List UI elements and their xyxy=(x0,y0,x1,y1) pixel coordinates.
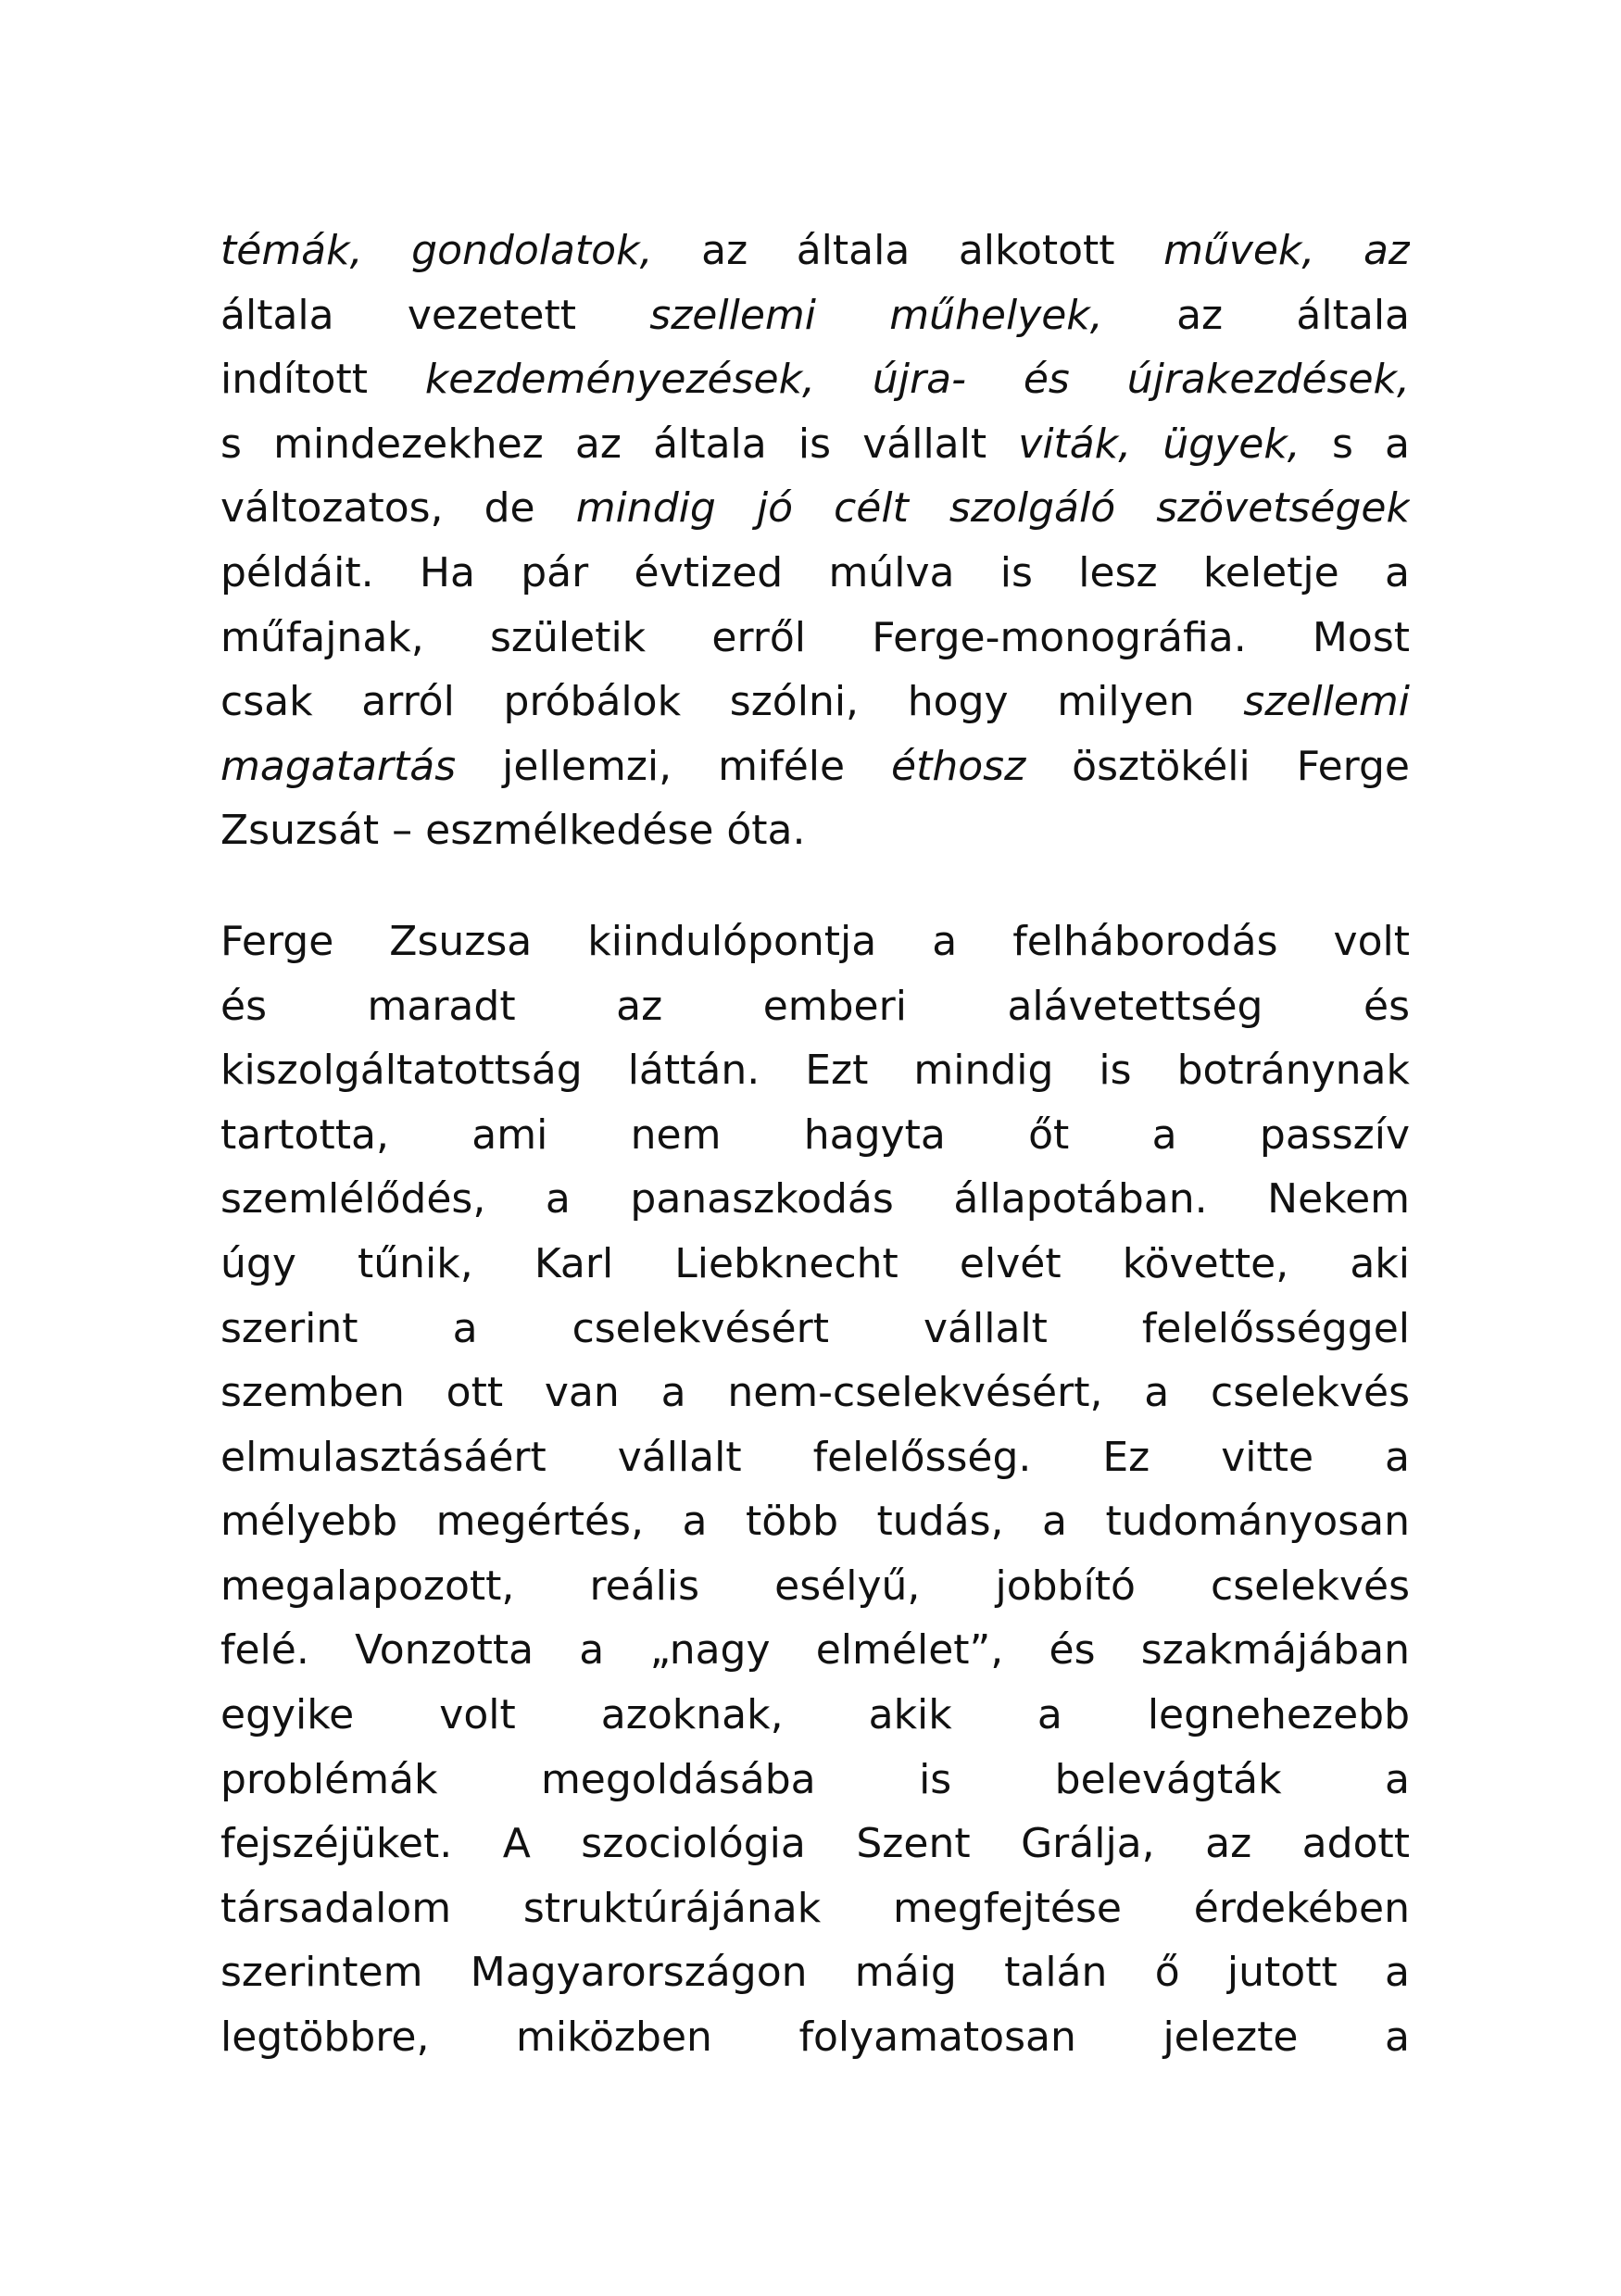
text-segment: az általa alkotott xyxy=(652,227,1164,274)
text-segment: mélyebb megértés, a több tudás, a tudományosan xyxy=(220,1498,1410,1546)
italic-text: témák, gondolatok, xyxy=(220,227,653,274)
text-segment: fejszéjüket. A szociológia Szent Grálja, az adott xyxy=(220,1820,1410,1868)
text-segment: szerint a cselekvésért vállalt felelősséggel xyxy=(220,1304,1410,1352)
text-segment: elmulasztásáért vállalt felelősség. Ez vitte a xyxy=(220,1433,1410,1481)
text-line xyxy=(220,1876,1410,1941)
text-line xyxy=(220,1103,1410,1168)
text-segment: problémák megoldásába is belevágták a xyxy=(220,1755,1410,1803)
italic-text: művek, az xyxy=(1163,227,1410,274)
text-segment: Zsuzsát – eszmélkedése óta. xyxy=(220,807,806,855)
text-segment: társadalom struktúrájának megfejtése érdekében xyxy=(220,1884,1410,1932)
text-line xyxy=(220,2005,1410,2070)
italic-text: szellemi xyxy=(1243,678,1410,726)
text-segment: tartotta, ami nem hagyta őt a passzív xyxy=(220,1110,1410,1159)
text-line xyxy=(220,1167,1410,1232)
text-line xyxy=(220,1361,1410,1425)
text-line xyxy=(220,1748,1410,1813)
text-segment: s a xyxy=(1300,420,1410,468)
text-line xyxy=(220,1489,1410,1554)
text-segment: általa vezetett xyxy=(220,291,650,339)
text-segment: ösztökéli Ferge xyxy=(1025,742,1410,790)
text-segment: szerintem Magyarországon máig talán ő jutott a xyxy=(220,1949,1410,1997)
text-line xyxy=(220,1554,1410,1619)
text-line xyxy=(220,1683,1410,1748)
text-segment: egyike volt azoknak, akik a legnehezebb xyxy=(220,1691,1410,1739)
text-line xyxy=(220,798,1410,863)
italic-text: mindig jó célt szolgáló szövetségek xyxy=(575,484,1410,533)
text-line xyxy=(220,1232,1410,1297)
text-line xyxy=(220,412,1410,477)
text-segment: kiszolgáltatottság láttán. Ezt mindig is botránynak xyxy=(220,1047,1410,1095)
text-line xyxy=(220,670,1410,734)
italic-text: magatartás xyxy=(220,742,457,790)
text-line xyxy=(220,1038,1410,1103)
text-line xyxy=(220,283,1410,348)
text-segment: az általa xyxy=(1102,291,1410,339)
text-line xyxy=(220,910,1410,974)
text-segment: szemlélődés, a panaszkodás állapotában. Nekem xyxy=(220,1175,1410,1223)
text-line xyxy=(220,476,1410,541)
text-segment: és maradt az emberi alávetettség és xyxy=(220,982,1410,1030)
text-segment: példáit. Ha pár évtized múlva is lesz keletje a xyxy=(220,548,1410,596)
text-segment: legtöbbre, miközben folyamatosan jelezte a xyxy=(220,2014,1410,2062)
text-line xyxy=(220,734,1410,799)
text-line xyxy=(220,219,1410,283)
text-segment: műfajnak, születik erről Ferge-monográfia. Most xyxy=(220,613,1410,661)
text-segment: változatos, de xyxy=(220,484,576,533)
text-segment: Ferge Zsuzsa kiindulópontja a felháborodás volt xyxy=(220,917,1410,965)
text-line xyxy=(220,541,1410,606)
text-segment: úgy tűnik, Karl Liebknecht elvét követte, aki xyxy=(220,1239,1410,1287)
text-line xyxy=(220,1940,1410,2005)
italic-text: viták, ügyek, xyxy=(1018,420,1301,468)
text-segment: s mindezekhez az általa is vállalt xyxy=(220,420,1019,468)
text-segment: indított xyxy=(220,356,425,404)
text-segment: szemben ott van a nem-cselekvésért, a cselekvés xyxy=(220,1369,1410,1417)
text-line xyxy=(220,1812,1410,1876)
text-line xyxy=(220,606,1410,671)
text-line xyxy=(220,1425,1410,1490)
text-segment: jellemzi, miféle xyxy=(456,742,892,790)
text-line xyxy=(220,1618,1410,1683)
italic-text: kezdeményezések, újra- és újrakezdések, xyxy=(424,356,1410,404)
text-line xyxy=(220,1297,1410,1361)
text-segment: megalapozott, reális esélyű, jobbító cselekvés xyxy=(220,1562,1410,1610)
text-segment: csak arról próbálok szólni, hogy milyen xyxy=(220,678,1244,726)
italic-text: szellemi műhelyek, xyxy=(649,291,1103,339)
text-line xyxy=(220,347,1410,412)
italic-text: éthosz xyxy=(891,742,1026,790)
text-line xyxy=(220,974,1410,1039)
document-page xyxy=(220,219,1410,2070)
paragraph-2 xyxy=(220,910,1410,2070)
paragraph-1 xyxy=(220,219,1410,863)
text-segment: felé. Vonzotta a „nagy elmélet”, és szakmájában xyxy=(220,1626,1410,1675)
